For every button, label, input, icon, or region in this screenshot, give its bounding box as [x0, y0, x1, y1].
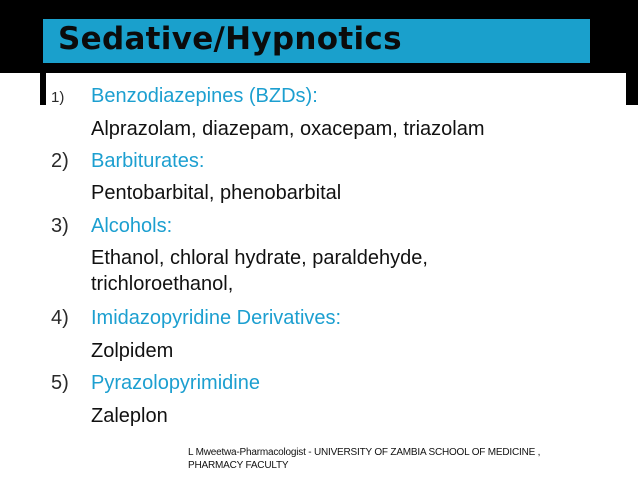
- list-number: 3): [51, 215, 69, 237]
- drug-list: Ethanol, chloral hydrate, paraldehyde,: [91, 247, 428, 269]
- drug-list: Zaleplon: [91, 405, 168, 427]
- list-number: 5): [51, 372, 69, 394]
- category-label: Barbiturates:: [91, 150, 205, 172]
- category-label: Benzodiazepines (BZDs):: [91, 85, 318, 107]
- footer-line-1: L Mweetwa-Pharmacologist - UNIVERSITY OF ZAMBIA SCHOOL OF MEDICINE ,: [188, 447, 541, 458]
- title-bar: [43, 19, 590, 63]
- category-label: Imidazopyridine Derivatives:: [91, 307, 342, 329]
- list-number: 2): [51, 150, 69, 172]
- drug-list: Pentobarbital, phenobarbital: [91, 182, 342, 204]
- drug-list: Zolpidem: [91, 340, 174, 362]
- drug-list: Alprazolam, diazepam, oxacepam, triazolam: [91, 118, 485, 140]
- footer-line-2: PHARMACY FACULTY: [188, 460, 289, 471]
- drug-list: trichloroethanol,: [91, 273, 234, 295]
- footer-credit: [188, 446, 540, 472]
- list-number: 4): [51, 307, 69, 329]
- left-rule: [40, 73, 46, 105]
- list-number: 1): [51, 89, 65, 106]
- category-label: Pyrazolopyrimidine: [91, 372, 260, 394]
- slide-title: Sedative/Hypnotics: [58, 21, 402, 57]
- right-rule: [626, 73, 638, 105]
- category-label: Alcohols:: [91, 215, 173, 237]
